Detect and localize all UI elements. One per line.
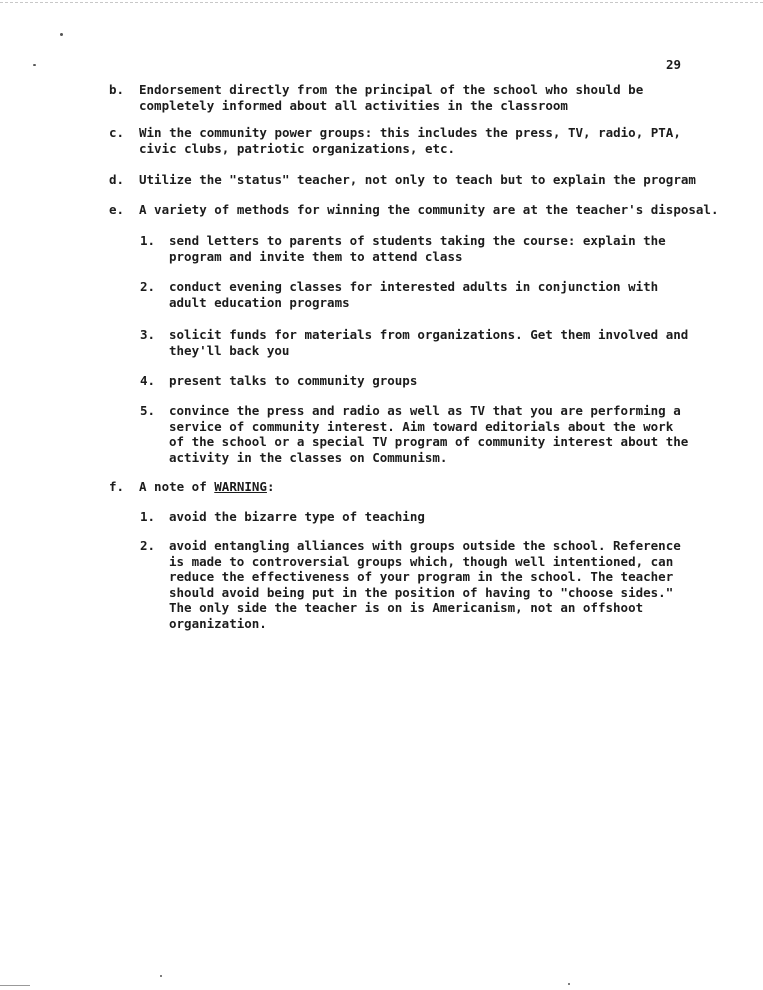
text-line: avoid the bizarre type of teaching [169, 509, 425, 524]
list-item-text [169, 509, 425, 525]
list-marker: 2. [140, 279, 156, 294]
list-item-text [169, 538, 681, 631]
text-line: should avoid being put in the position of having to "choose sides." [169, 584, 674, 600]
list-marker: f. [109, 479, 125, 494]
text-line: Utilize the "status" teacher, not only to teach but to explain the program [139, 172, 696, 187]
list-marker: 4. [140, 373, 156, 388]
list-item-text [169, 233, 666, 264]
list-marker: 1. [140, 509, 156, 524]
list-marker: 3. [140, 327, 156, 342]
list-item-text [139, 125, 681, 156]
list-item-text [169, 373, 417, 389]
text-line: completely informed about all activities in the classroom [139, 97, 568, 113]
page-top-border [0, 2, 763, 3]
text-line: avoid entangling alliances with groups outside the school. Reference [169, 538, 681, 553]
list-item-text [139, 82, 643, 113]
text-line: solicit funds for materials from organizations. Get them involved and [169, 327, 689, 342]
text-line: adult education programs [169, 294, 350, 310]
list-item-text [139, 202, 718, 218]
list-item-text [169, 279, 658, 310]
warning-label: WARNING [214, 479, 267, 494]
text-line: of the school or a special TV program of community interest about the [169, 434, 689, 449]
list-marker: b. [109, 82, 125, 97]
list-marker: 5. [140, 403, 156, 418]
text-line: civic clubs, patriotic organizations, etc. [139, 140, 456, 156]
scan-speck [568, 983, 570, 985]
text-line: The only side the teacher is on is Americanism, not an offshoot [169, 600, 644, 615]
text-line: program and invite them to attend class [169, 248, 463, 264]
list-marker: c. [109, 125, 125, 140]
text-line: Endorsement directly from the principal of the school who should be [139, 82, 644, 97]
warning-prefix: A note of [139, 479, 215, 494]
text-line: conduct evening classes for interested adults in conjunction with [169, 279, 659, 294]
list-item-text [169, 403, 688, 465]
scan-speck [160, 975, 162, 977]
list-item-text [169, 327, 688, 358]
text-line: they'll back you [169, 342, 290, 358]
text-line: convince the press and radio as well as TV that you are performing a [169, 403, 681, 418]
text-line: organization. [169, 615, 267, 631]
text-line: present talks to community groups [169, 373, 418, 388]
list-item-text [139, 479, 274, 495]
text-line: reduce the effectiveness of your program in the school. The teacher [169, 569, 674, 584]
text-line: send letters to parents of students taking the course: explain the [169, 233, 666, 248]
scan-speck [33, 64, 36, 66]
scan-speck [60, 33, 63, 36]
text-line: Win the community power groups: this includes the press, TV, radio, PTA, [139, 125, 681, 140]
list-marker: d. [109, 172, 125, 187]
list-marker: 2. [140, 538, 156, 553]
list-marker: e. [109, 202, 125, 217]
list-marker: 1. [140, 233, 156, 248]
text-line: is made to controversial groups which, though well intentioned, can [169, 553, 674, 569]
warning-suffix: : [266, 479, 275, 494]
list-item-text [139, 172, 696, 188]
text-line: activity in the classes on Communism. [169, 449, 448, 465]
text-line: service of community interest. Aim toward editorials about the work [169, 418, 674, 434]
page-number: 29 [666, 57, 682, 72]
scan-bottom-line [0, 985, 30, 986]
text-line: A variety of methods for winning the community are at the teacher's disposal. [139, 202, 719, 217]
